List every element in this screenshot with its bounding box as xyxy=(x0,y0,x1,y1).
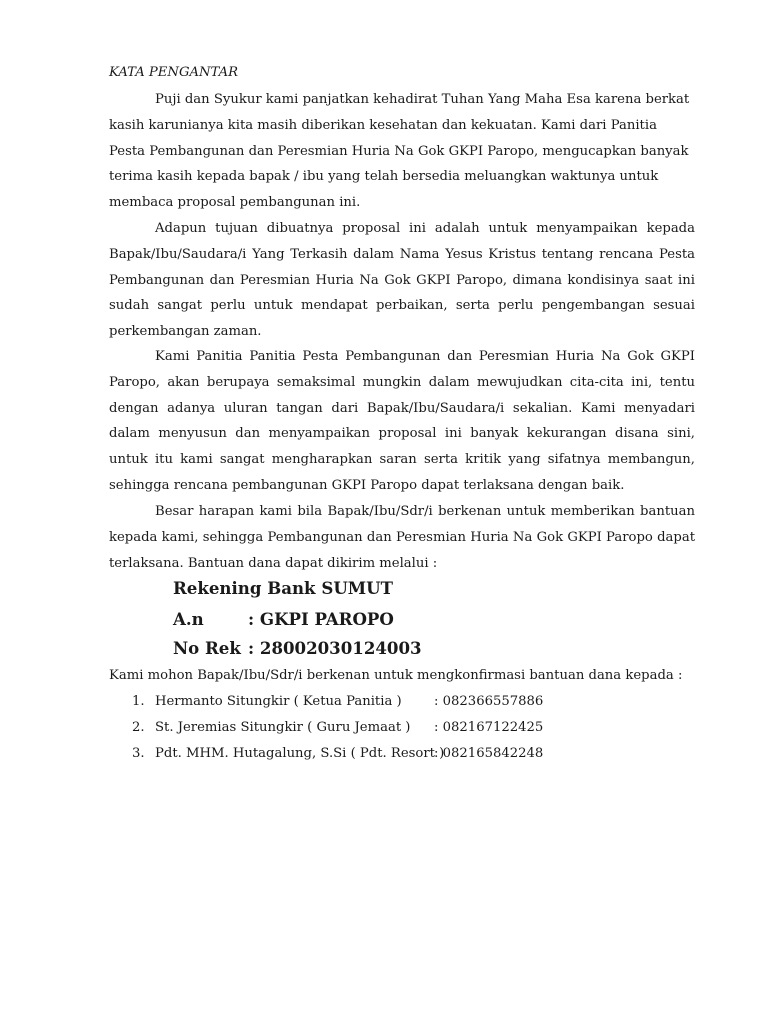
contact-phone: : 082366557886 xyxy=(434,694,544,709)
paragraph-1: Puji dan Syukur kami panjatkan kehadirat Tuhan Yang Maha Esa karena berkat kasih karunianya kita masih diberikan kesehatan dan kekuatan. Kami dari Panitia Pesta Pembangunan dan Peresmian Huria Na Gok GKPI Paropo, mengucapkan banyak terima kasih kepada bapak / ibu yang telah bersedia meluangkan waktunya untuk membaca proposal pembangunan ini. xyxy=(109,92,690,211)
account-name-value: : GKPI PAROPO xyxy=(248,609,394,629)
paragraph-2: Adapun tujuan dibuatnya proposal ini adalah untuk menyampaikan kepada Bapak/Ibu/Saudara/i Yang Terkasih dalam Nama Yesus Kristus tentang rencana Pesta Pembangunan dan Peresmian Huria Na Gok GKPI Paropo, dimana kondisinya saat ini sudah sangat perlu untuk mendapat perbaikan, serta perlu pengembangan sesuai perkembangan zaman. xyxy=(109,221,695,340)
bank-account-number-row xyxy=(173,638,422,658)
contact-number: 1. xyxy=(132,694,145,709)
paragraph-4: Besar harapan kami bila Bapak/Ibu/Sdr/i berkenan untuk memberikan bantuan kepada kami, sehingga Pembangunan dan Peresmian Huria Na Gok GKPI Paropo dapat terlaksana. Bantuan dana dapat dikirim melalui : xyxy=(109,504,695,571)
contact-number: 2. xyxy=(132,720,145,735)
account-number-value: : 28002030124003 xyxy=(248,638,422,658)
contact-item xyxy=(132,744,543,764)
contact-name: St. Jeremias Situngkir ( Guru Jemaat ) xyxy=(155,720,411,735)
bank-account-name-row xyxy=(173,609,394,629)
account-number-label: No Rek xyxy=(173,638,241,658)
page-heading: KATA PENGANTAR xyxy=(109,65,239,80)
contact-item xyxy=(132,692,543,712)
account-name-label: A.n xyxy=(173,609,204,629)
contact-phone: : 082165842248 xyxy=(434,746,544,761)
bank-title: Rekening Bank SUMUT xyxy=(173,578,393,598)
contact-name: Pdt. MHM. Hutagalung, S.Si ( Pdt. Resort ) xyxy=(155,746,445,761)
contact-item xyxy=(132,718,543,738)
confirmation-text: Kami mohon Bapak/Ibu/Sdr/i berkenan untuk mengkonfirmasi bantuan dana kepada : xyxy=(109,668,683,683)
contact-name: Hermanto Situngkir ( Ketua Panitia ) xyxy=(155,694,402,709)
contact-phone: : 082167122425 xyxy=(434,720,544,735)
contact-number: 3. xyxy=(132,746,145,761)
paragraph-3: Kami Panitia Panitia Pesta Pembangunan dan Peresmian Huria Na Gok GKPI Paropo, akan berupaya semaksimal mungkin dalam mewujudkan cita-cita ini, tentu dengan adanya uluran tangan dari Bapak/Ibu/Saudara/i sekalian. Kami menyadari dalam menyusun dan menyampaikan proposal ini banyak kekurangan disana sini, untuk itu kami sangat mengharapkan saran serta kritik yang sifatnya membangun, sehingga rencana pembangunan GKPI Paropo dapat terlaksana dengan baik. xyxy=(109,349,695,493)
